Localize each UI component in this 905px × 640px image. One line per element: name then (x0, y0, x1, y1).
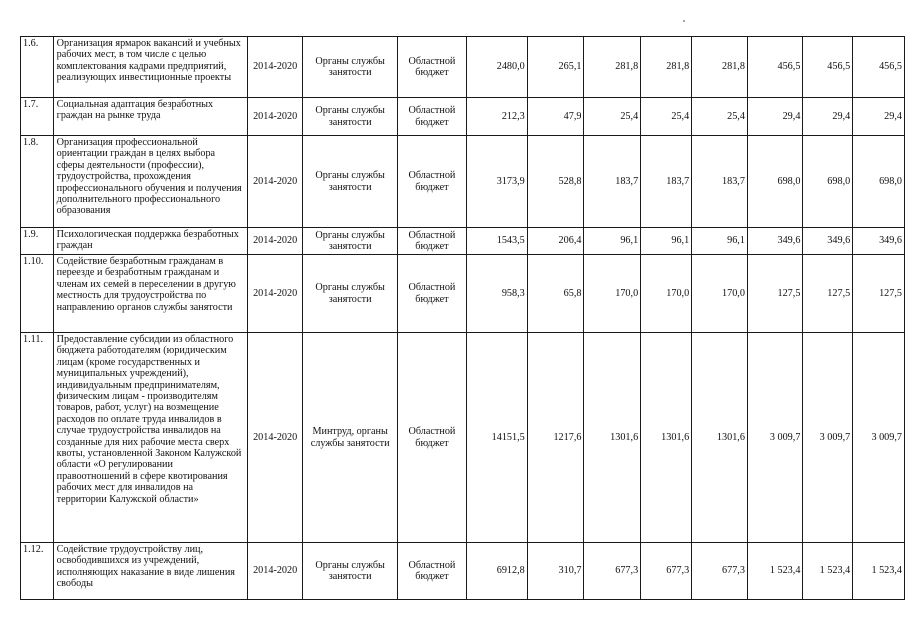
table-row (21, 136, 905, 228)
value-cell: 1 523,4 (853, 543, 905, 600)
row-number: 1.11. (21, 333, 54, 543)
table-row (21, 255, 905, 333)
period-cell: 2014-2020 (247, 37, 303, 98)
value-cell: 1 523,4 (803, 543, 853, 600)
value-cell: 25,4 (692, 98, 748, 136)
value-cell: 29,4 (803, 98, 853, 136)
executor-cell: Органы службы занятости (303, 98, 397, 136)
value-cell: 1301,6 (692, 333, 748, 543)
value-cell: 1301,6 (641, 333, 692, 543)
period-cell: 2014-2020 (247, 255, 303, 333)
value-cell: 698,0 (853, 136, 905, 228)
measure-name: Предоставление субсидии из областного бюджета работодателям (юридическим лицам (кроме государственных и муниципальных учреждений), индивидуальным предпринимателям, физическим лицам - производителям товаров, работ, услуг) на возмещение расходов по оплате труда инвалидов в случае трудоустройства инвалидов на созданные для них рабочие места сверх квоты, установленной Законом Калужской области «О регулировании правоотношений в сфере квотирования рабочих мест для инвалидов на территории Калужской области» (53, 333, 247, 543)
row-number: 1.10. (21, 255, 54, 333)
value-cell: 29,4 (853, 98, 905, 136)
row-number: 1.12. (21, 543, 54, 600)
executor-cell: Органы службы занятости (303, 37, 397, 98)
executor-cell: Органы службы занятости (303, 228, 397, 255)
value-cell: 96,1 (584, 228, 641, 255)
period-cell: 2014-2020 (247, 98, 303, 136)
value-cell: 183,7 (692, 136, 748, 228)
value-cell: 349,6 (853, 228, 905, 255)
value-cell: 206,4 (527, 228, 584, 255)
executor-cell: Органы службы занятости (303, 136, 397, 228)
table-row (21, 98, 905, 136)
table-row (21, 228, 905, 255)
value-cell: 25,4 (584, 98, 641, 136)
table-body (21, 37, 905, 600)
value-cell: 3173,9 (467, 136, 528, 228)
value-cell: 183,7 (641, 136, 692, 228)
value-cell: 170,0 (641, 255, 692, 333)
value-cell: 170,0 (692, 255, 748, 333)
value-cell: 698,0 (803, 136, 853, 228)
funding-source-cell: Областной бюджет (397, 333, 466, 543)
value-cell: 677,3 (692, 543, 748, 600)
value-cell: 677,3 (584, 543, 641, 600)
period-cell: 2014-2020 (247, 136, 303, 228)
value-cell: 14151,5 (467, 333, 528, 543)
value-cell: 281,8 (641, 37, 692, 98)
value-cell: 65,8 (527, 255, 584, 333)
value-cell: 528,8 (527, 136, 584, 228)
value-cell: 127,5 (853, 255, 905, 333)
funding-source-cell: Областной бюджет (397, 136, 466, 228)
value-cell: 1217,6 (527, 333, 584, 543)
value-cell: 25,4 (641, 98, 692, 136)
funding-source-cell: Областной бюджет (397, 98, 466, 136)
row-number: 1.9. (21, 228, 54, 255)
funding-source-cell: Областной бюджет (397, 228, 466, 255)
value-cell: 1 523,4 (747, 543, 802, 600)
program-measures-table (20, 36, 905, 600)
value-cell: 698,0 (747, 136, 802, 228)
value-cell: 349,6 (747, 228, 802, 255)
value-cell: 281,8 (692, 37, 748, 98)
executor-cell: Минтруд, органы службы занятости (303, 333, 397, 543)
value-cell: 677,3 (641, 543, 692, 600)
value-cell: 958,3 (467, 255, 528, 333)
value-cell: 6912,8 (467, 543, 528, 600)
period-cell: 2014-2020 (247, 228, 303, 255)
measure-name: Организация ярмарок вакансий и учебных рабочих мест, в том числе с целью комплектования кадрами предприятий, реализующих инвестиционные проекты (53, 37, 247, 98)
value-cell: 310,7 (527, 543, 584, 600)
scan-speck (683, 20, 685, 22)
value-cell: 29,4 (747, 98, 802, 136)
executor-cell: Органы службы занятости (303, 255, 397, 333)
value-cell: 170,0 (584, 255, 641, 333)
value-cell: 3 009,7 (853, 333, 905, 543)
value-cell: 2480,0 (467, 37, 528, 98)
measure-name: Психологическая поддержка безработных граждан (53, 228, 247, 255)
value-cell: 265,1 (527, 37, 584, 98)
measure-name: Содействие безработным гражданам в переезде и безработным гражданам и членам их семей в переселении в другую местность для трудоустройства по направлению органов службы занятости (53, 255, 247, 333)
value-cell: 1543,5 (467, 228, 528, 255)
value-cell: 212,3 (467, 98, 528, 136)
table-row (21, 333, 905, 543)
value-cell: 1301,6 (584, 333, 641, 543)
row-number: 1.6. (21, 37, 54, 98)
value-cell: 456,5 (853, 37, 905, 98)
executor-cell: Органы службы занятости (303, 543, 397, 600)
funding-source-cell: Областной бюджет (397, 255, 466, 333)
value-cell: 456,5 (747, 37, 802, 98)
value-cell: 96,1 (641, 228, 692, 255)
value-cell: 127,5 (803, 255, 853, 333)
value-cell: 47,9 (527, 98, 584, 136)
row-number: 1.7. (21, 98, 54, 136)
value-cell: 96,1 (692, 228, 748, 255)
value-cell: 349,6 (803, 228, 853, 255)
value-cell: 183,7 (584, 136, 641, 228)
value-cell: 3 009,7 (803, 333, 853, 543)
funding-source-cell: Областной бюджет (397, 37, 466, 98)
period-cell: 2014-2020 (247, 543, 303, 600)
value-cell: 281,8 (584, 37, 641, 98)
period-cell: 2014-2020 (247, 333, 303, 543)
funding-source-cell: Областной бюджет (397, 543, 466, 600)
measure-name: Организация профессиональной ориентации граждан в целях выбора сферы деятельности (профессии), трудоустройства, прохождения профессионального обучения и получения дополнительного профессионального образования (53, 136, 247, 228)
row-number: 1.8. (21, 136, 54, 228)
value-cell: 456,5 (803, 37, 853, 98)
measure-name: Содействие трудоустройству лиц, освободившихся из учреждений, исполняющих наказание в виде лишения свободы (53, 543, 247, 600)
value-cell: 127,5 (747, 255, 802, 333)
table-row (21, 37, 905, 98)
value-cell: 3 009,7 (747, 333, 802, 543)
measure-name: Социальная адаптация безработных граждан на рынке труда (53, 98, 247, 136)
table-row (21, 543, 905, 600)
